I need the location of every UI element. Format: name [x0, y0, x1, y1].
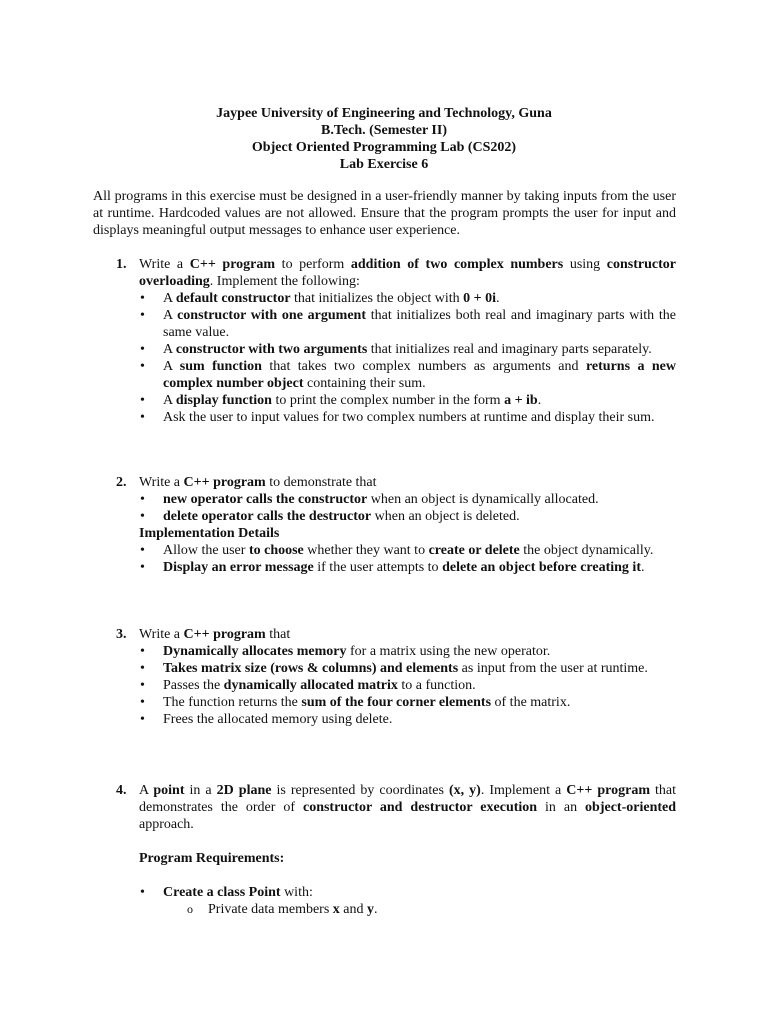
question-3-statement: 3. Write a C++ program that: [116, 627, 291, 642]
list-item: • Create a class Point with:: [93, 884, 676, 901]
question-3-bullets: [93, 643, 676, 728]
question-1: [93, 256, 676, 426]
question-4-number: 4.: [116, 783, 127, 798]
question-3: [93, 626, 676, 728]
list-item: • A constructor with one argument that initializes both real and imaginary parts with the same value.: [93, 307, 676, 341]
document-header: [0, 105, 768, 173]
implementation-details-heading: Implementation Details: [139, 526, 280, 541]
question-2-statement: 2. Write a C++ program to demonstrate that: [116, 475, 377, 490]
list-item: • Ask the user to input values for two complex numbers at runtime and display their sum.: [93, 409, 676, 426]
question-4-bullets: [93, 884, 676, 901]
question-1-number: 1.: [116, 257, 127, 272]
list-item: • Allow the user to choose whether they want to create or delete the object dynamically.: [93, 542, 676, 559]
course-name: Object Oriented Programming Lab (CS202): [251, 140, 517, 155]
program-requirements-heading: Program Requirements:: [139, 851, 285, 866]
question-2-number: 2.: [116, 475, 127, 490]
list-item: • Display an error message if the user attempts to delete an object before creating it.: [93, 559, 676, 576]
program-name: B.Tech. (Semester II): [321, 123, 447, 138]
list-item: • new operator calls the constructor when an object is dynamically allocated.: [93, 491, 676, 508]
question-2: [93, 474, 676, 576]
list-item: • A constructor with two arguments that initializes real and imaginary parts separately.: [93, 341, 676, 358]
question-1-bullets: [93, 290, 676, 426]
list-item: • delete operator calls the destructor when an object is deleted.: [93, 508, 676, 525]
list-item: • A sum function that takes two complex numbers as arguments and returns a new complex number object containing their sum.: [93, 358, 676, 392]
question-2-details: [93, 542, 676, 576]
list-item: • Passes the dynamically allocated matrix to a function.: [93, 677, 676, 694]
exercise-title: Lab Exercise 6: [339, 157, 429, 172]
list-item: • Frees the allocated memory using delete.: [93, 711, 676, 728]
list-item: o Private data members x and y.: [93, 901, 676, 918]
intro-paragraph: All programs in this exercise must be designed in a user-friendly manner by taking inputs from the user at runtime. Hardcoded values are not allowed. Ensure that the program prompts the user for input and displays meaningful output messages to enhance user experience.: [93, 189, 676, 238]
list-item: • The function returns the sum of the four corner elements of the matrix.: [93, 694, 676, 711]
question-1-statement: 1. Write a C++ program to perform addition of two complex numbers using constructor overloading. Implement the following:: [116, 257, 676, 289]
list-item: • Dynamically allocates memory for a matrix using the new operator.: [93, 643, 676, 660]
question-2-bullets: [93, 491, 676, 525]
question-4-statement: 4. A point in a 2D plane is represented by coordinates (x, y). Implement a C++ program that demonstrates the order of constructor and destructor execution in an object-oriented approach.: [116, 783, 677, 832]
list-item: • A default constructor that initializes the object with 0 + 0i.: [93, 290, 676, 307]
question-4-subitems: [93, 901, 676, 918]
question-3-number: 3.: [116, 627, 127, 642]
university-name: Jaypee University of Engineering and Technology, Guna: [216, 106, 552, 121]
list-item: • Takes matrix size (rows & columns) and elements as input from the user at runtime.: [93, 660, 676, 677]
list-item: • A display function to print the complex number in the form a + ib.: [93, 392, 676, 409]
question-4: [93, 782, 676, 918]
